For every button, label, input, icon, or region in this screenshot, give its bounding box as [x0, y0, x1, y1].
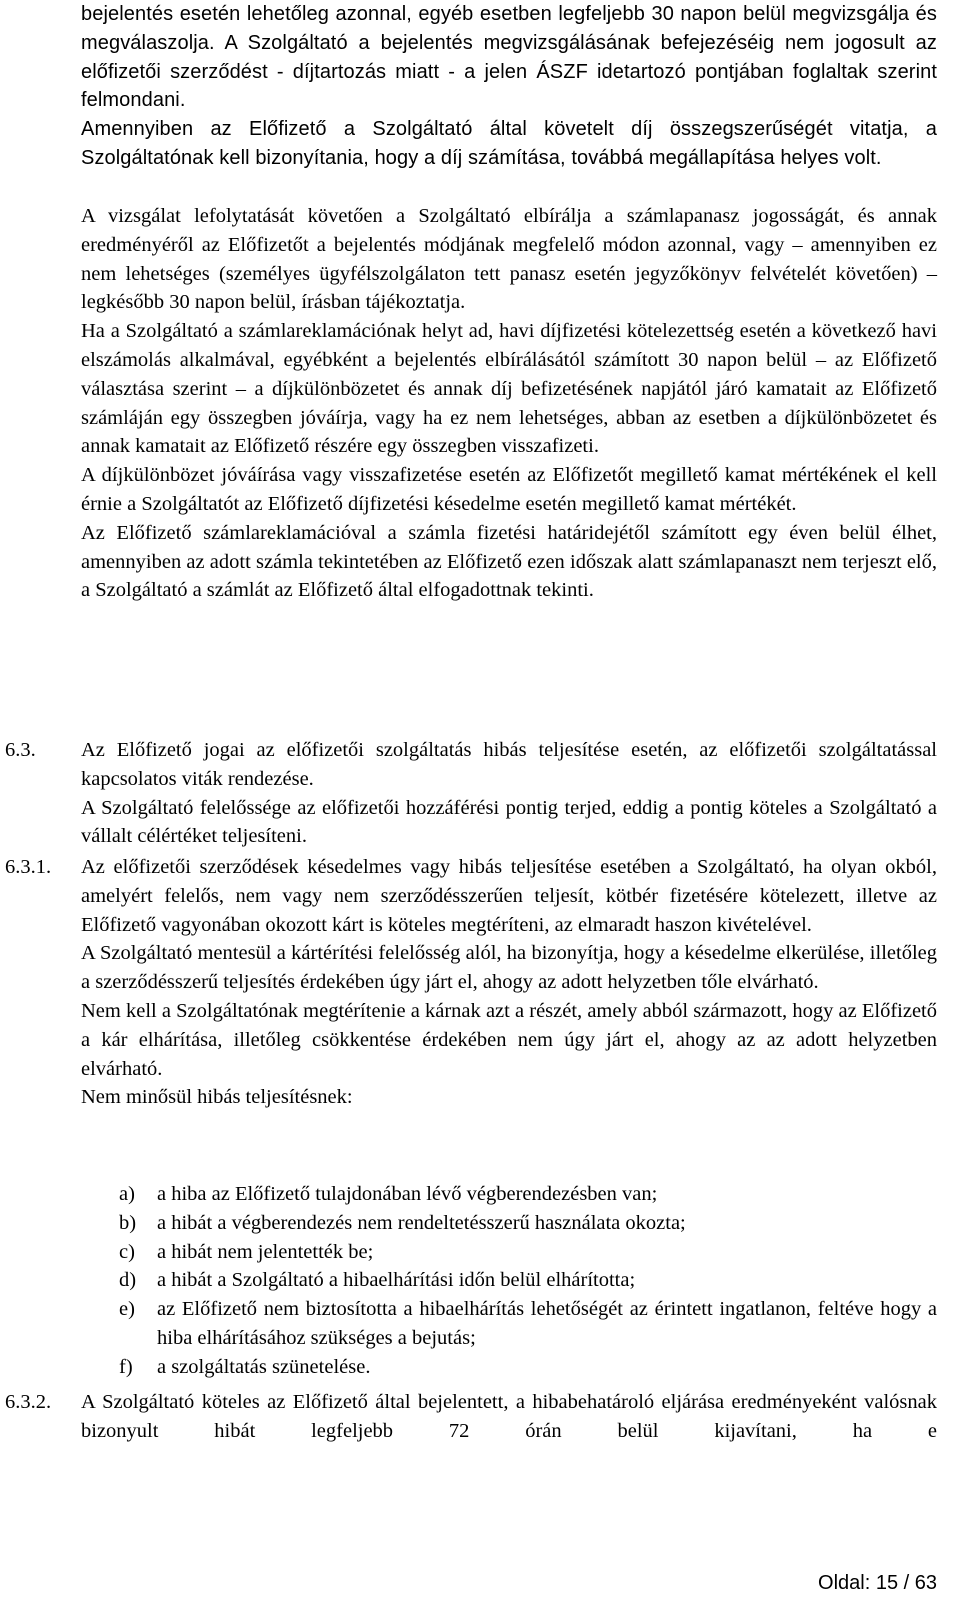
section-paragraph: Az előfizetői szerződések késedelmes vagy hibás teljesítése esetében a Szolgáltató, ha olyan okból, amelyért felelős, nem vagy nem szerződésszerűen teljesít, kötbér fizetésére kötelezett, illetve az Előfizető vagyonában okozott kárt is köteles megtéríteni, az elmaradt haszon kivételével. [81, 856, 937, 936]
list-item [119, 1266, 937, 1295]
list-item [119, 1238, 937, 1267]
list-item-text: a hibát a végberendezés nem rendeltetésszerű használata okozta; [157, 1211, 686, 1234]
list-intro: Nem minősül hibás teljesítésnek: [81, 1086, 353, 1109]
list-item-label: f) [119, 1355, 133, 1378]
paragraph-deadline: Az Előfizető számlareklamációval a számla fizetési határidejétől számított egy éven belül élhet, amennyiben az adott számla tekintetében az Előfizető ezen időszak alatt számlapanaszt nem terjeszt elő, a Szolgáltató a számlát az Előfizető által elfogadottnak tekinti. [81, 521, 937, 602]
section-paragraph: A Szolgáltató mentesül a kártérítési felelősség alól, ha bizonyítja, hogy a késedelme elkerülése, illetőleg a szerződésszerű teljesítés érdekében úgy járt el, ahogy az adott helyzetben tőle elvárható. [81, 942, 937, 994]
section-paragraph: A Szolgáltató köteles az Előfizető által bejelentett, a hibabehatároló eljárása eredményeként valósnak bizonyult hibát legfeljebb 72 órán belül kijavítani, ha e [81, 1391, 937, 1442]
section-heading-text: Az Előfizető jogai az előfizetői szolgáltatás hibás teljesítése esetén, az előfizetői szolgáltatással kapcsolatos viták rendezése. [81, 739, 937, 790]
list-item-text: a hibát a Szolgáltató a hibaelhárítási időn belül elhárította; [157, 1269, 636, 1292]
list-item-text: az Előfizető nem biztosította a hibaelhárítás lehetőségét az érintett ingatlanon, feltéve hogy a hiba elhárításához szükséges a bejutás; [157, 1298, 937, 1349]
section-number: 6.3.2. [5, 1391, 52, 1413]
section-paragraph: Nem kell a Szolgáltatónak megtérítenie a kárnak azt a részét, amely abból származott, hogy az Előfizető a kár elhárítása, illetőleg csökkentése érdekében nem úgy járt el, ahogy az az adott helyzetben elvárható. [81, 999, 937, 1080]
section-paragraph: A Szolgáltató felelőssége az előfizetői hozzáférési pontig terjed, eddig a pontig köteles a Szolgáltató a vállalt célértéket teljesíteni. [81, 796, 937, 848]
list-item [119, 1180, 937, 1209]
section-number: 6.3.1. [5, 856, 52, 878]
paragraph-block-serif [81, 202, 937, 605]
paragraph-block-top [81, 0, 937, 173]
page-number: Oldal: 15 / 63 [818, 1572, 937, 1594]
paragraph-fee-dispute: Amennyiben az Előfizető a Szolgáltató által követelt díj összegszerűségét vitatja, a Szolgáltatónak kell bizonyítania, hogy a díj számítása, továbbá megállapítása helyes volt. [81, 118, 937, 169]
list-item-label: a) [119, 1183, 135, 1205]
list-item [119, 1295, 937, 1353]
list-item-label: d) [119, 1269, 137, 1292]
list-item-text: a hibát nem jelentették be; [157, 1240, 374, 1263]
list-item-text: a hiba az Előfizető tulajdonában lévő végberendezésben van; [157, 1183, 658, 1205]
paragraph-refund: Ha a Szolgáltató a számlareklamációnak helyt ad, havi díjfizetési kötelezettség esetén a következő havi elszámolás alkalmával, egyébként a bejelentés elbírálásától számított 30 napon belül – az Előfizető választása szerint – a díjkülönbözetet és annak díj befizetésének napjától járó kamatait az Előfizető számláján egy összegben jóváírja, vagy ha ez nem lehetséges, abban az esetben a díjkülönbözetet és annak kamatait az Előfizető részére egy összegben visszafizeti. [81, 320, 937, 458]
paragraph-interest: A díjkülönbözet jóváírása vagy visszafizetése esetén az Előfizetőt megillető kamat mértékének el kell érnie a Szolgáltatót az Előfizető díjfizetési késedelme esetén megillető kamat mértékét. [81, 464, 937, 515]
paragraph-investigation: A vizsgálat lefolytatását követően a Szolgáltató elbírálja a számlapanasz jogosságát, és annak eredményéről az Előfizetőt a bejelentés módjának megfelelő módon azonnal, vagy – amennyiben ez nem lehetséges (személyes ügyfélszolgálaton tett panasz esetén jegyzőkönyv felvételét követően) – legkésőbb 30 napon belül, írásban tájékoztatja. [81, 205, 937, 314]
list-item-label: e) [119, 1298, 135, 1321]
list-item-label: b) [119, 1211, 137, 1234]
list-item-label: c) [119, 1240, 135, 1263]
section-number: 6.3. [5, 739, 36, 761]
list-item [119, 1353, 937, 1382]
paragraph-complaint-review: bejelentés esetén lehetőleg azonnal, egyéb esetben legfeljebb 30 napon belül megvizsgálja és megválaszolja. A Szolgáltató a bejelentés megvizsgálásának befejezéséig nem jogosult az előfizetői szerződést - díjtartozás miatt - a jelen ÁSZF idetartozó pontjában foglaltak szerint felmondani. [81, 3, 937, 112]
list-item [119, 1209, 937, 1238]
list-item-text: a szolgáltatás szünetelése. [157, 1355, 371, 1378]
exclusion-list [119, 1180, 937, 1382]
